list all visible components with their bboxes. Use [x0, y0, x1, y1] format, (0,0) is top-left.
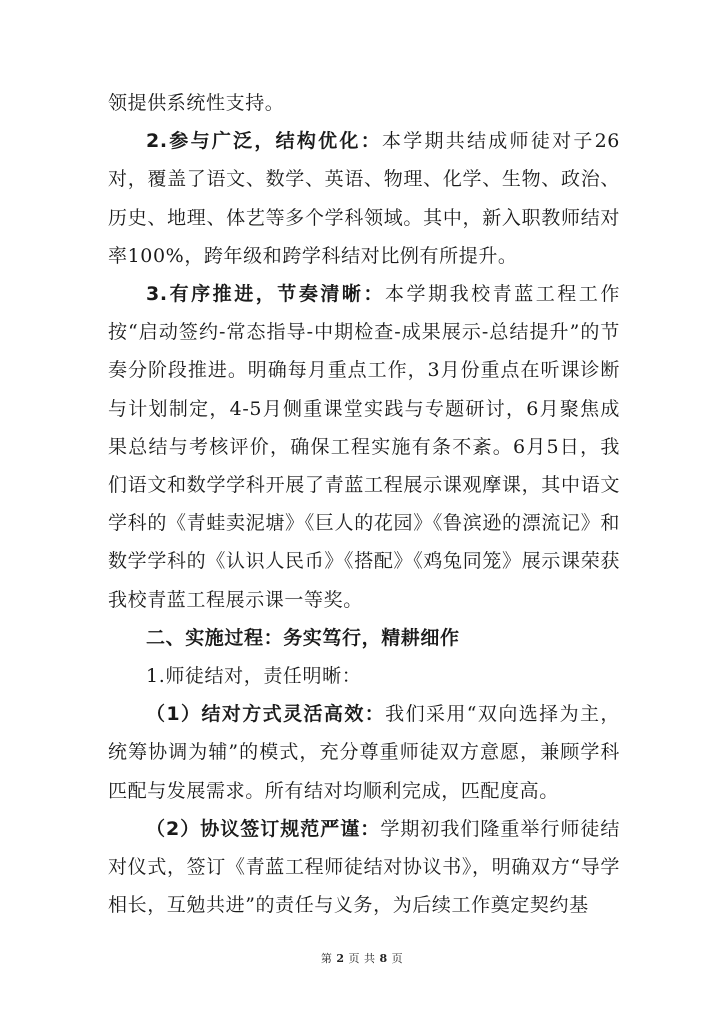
footer-suffix: 页 — [391, 952, 404, 965]
footer-prefix: 第 — [320, 952, 333, 965]
paragraph-text: 学期初我们隆重举行师徒结对仪式，签订《青蓝工程师徒结对协议书》，明确双方“导学相长，互勉共进”的责任与义务，为后续工作奠定契约基 — [108, 817, 620, 917]
subsection-heading — [108, 657, 620, 695]
document-body — [108, 84, 620, 924]
paragraph-lead: （1）结对方式灵活高效： — [146, 703, 386, 726]
current-page-number: 2 — [336, 952, 345, 965]
paragraph-agreement — [108, 810, 620, 925]
section-heading: 二、实施过程：务实笃行，精耕细作 — [146, 626, 460, 649]
paragraph-progress — [108, 275, 620, 619]
total-page-count: 8 — [379, 952, 388, 965]
paragraph-participation — [108, 122, 620, 275]
paragraph-lead: 2.参与广泛，结构优化： — [146, 130, 382, 153]
paragraph-text: 1.师徒结对，责任明晰： — [146, 665, 362, 688]
paragraph-lead: （2）协议签订规范严谨： — [146, 817, 381, 840]
paragraph-continuation — [108, 84, 620, 122]
paragraph-text: 本学期共结成师徒对子26对，覆盖了语文、数学、英语、物理、化学、生物、政治、历史、地理、体艺等多个学科领域。其中，新入职教师结对率100%，跨年级和跨学科结对比例有所提升。 — [108, 130, 620, 267]
paragraph-pairing-method — [108, 695, 620, 810]
paragraph-text: 领提供系统性支持。 — [108, 92, 285, 114]
paragraph-lead: 3.有序推进，节奏清晰： — [146, 283, 385, 306]
page-footer — [0, 950, 724, 966]
footer-middle: 页 共 — [348, 952, 376, 965]
paragraph-text: 我们采用“双向选择为主，统筹协调为辅”的模式，充分尊重师徒双方意愿，兼顾学科匹配与发展需求。所有结对均顺利完成，匹配度高。 — [108, 703, 620, 802]
paragraph-text: 本学期我校青蓝工程工作按“启动签约-常态指导-中期检查-成果展示-总结提升”的节奏分阶段推进。明确每月重点工作，3月份重点在听课诊断与计划制定，4-5月侧重课堂实践与专题研讨，6月聚焦成果总结与考核评价，确保工程实施有条不紊。6月5日，我们语文和数学学科开展了青蓝工程展示课观摩课，其中语文学科的《青蛙卖泥塘》《巨人的花园》《鲁滨逊的漂流记》和数学学科的《认识人民币》《搭配》《鸡兔同笼》展示课荣获我校青蓝工程展示课一等奖。 — [108, 283, 620, 611]
